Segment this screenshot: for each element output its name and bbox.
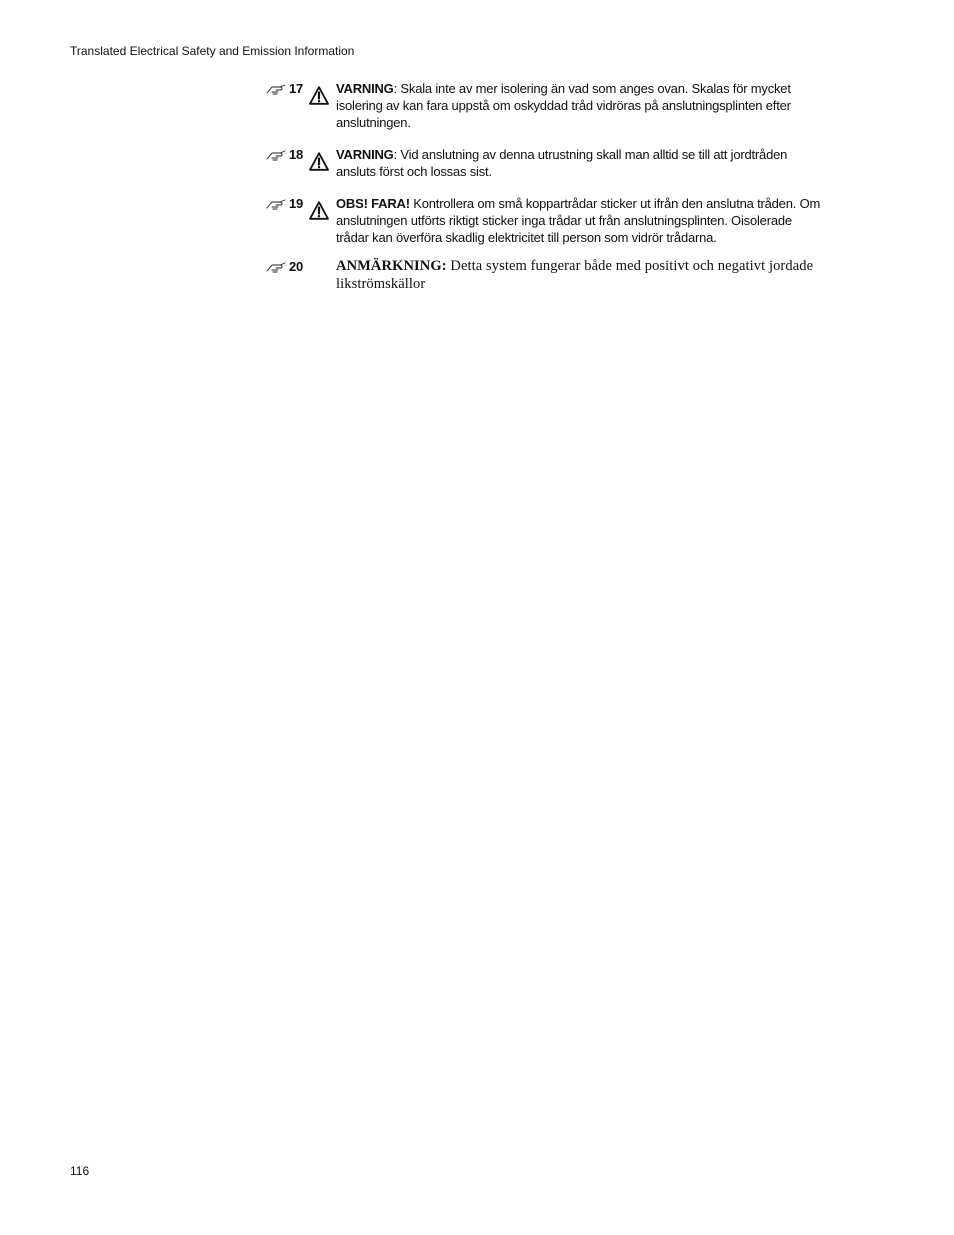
note-text xyxy=(336,258,826,293)
note-lead: OBS! FARA! xyxy=(336,196,410,211)
safety-note xyxy=(266,146,826,180)
note-body: : Vid anslutning av denna utrustning skall man alltid se till att jordtråden ansluts först och lossas sist. xyxy=(336,147,788,179)
hand-pointer-icon xyxy=(266,83,286,95)
running-header: Translated Electrical Safety and Emission Information xyxy=(70,44,355,58)
warning-triangle-icon xyxy=(309,86,329,105)
note-body: Kontrollera om små koppartrådar sticker ut ifrån den anslutna tråden. Om anslutningen utförts riktigt sticker inga trådar ut från anslutningsplinten. Oisolerade trådar kan överföra skadlig elektricitet till person som vidrör trådarna. xyxy=(336,196,821,245)
hand-pointer-icon xyxy=(266,261,286,273)
warning-triangle-icon xyxy=(309,152,329,171)
note-lead: VARNING xyxy=(336,81,394,96)
page-number: 116 xyxy=(70,1164,90,1178)
warning-triangle-icon xyxy=(309,201,329,220)
note-number: 20 xyxy=(289,259,304,274)
note-body: : Skala inte av mer isolering än vad som anges ovan. Skalas för mycket isolering av kan fara uppstå om oskyddad tråd vidröras på anslutningsplinten efter anslutningen. xyxy=(336,81,791,130)
note-lead: ANMÄRKNING: xyxy=(336,258,447,274)
hand-pointer-icon xyxy=(266,149,286,161)
safety-note xyxy=(266,80,826,131)
hand-pointer-icon xyxy=(266,198,286,210)
note-text xyxy=(336,146,826,180)
note-body: Detta system fungerar både med positivt och negativt jordade likströmskällor xyxy=(336,258,814,292)
note-number: 17 xyxy=(289,81,304,96)
safety-note xyxy=(266,258,826,293)
safety-notes-list xyxy=(266,80,826,293)
note-lead: VARNING xyxy=(336,147,394,162)
note-text xyxy=(336,80,826,131)
note-number: 18 xyxy=(289,147,304,162)
safety-note xyxy=(266,195,826,246)
note-number: 19 xyxy=(289,196,304,211)
note-text xyxy=(336,195,826,246)
